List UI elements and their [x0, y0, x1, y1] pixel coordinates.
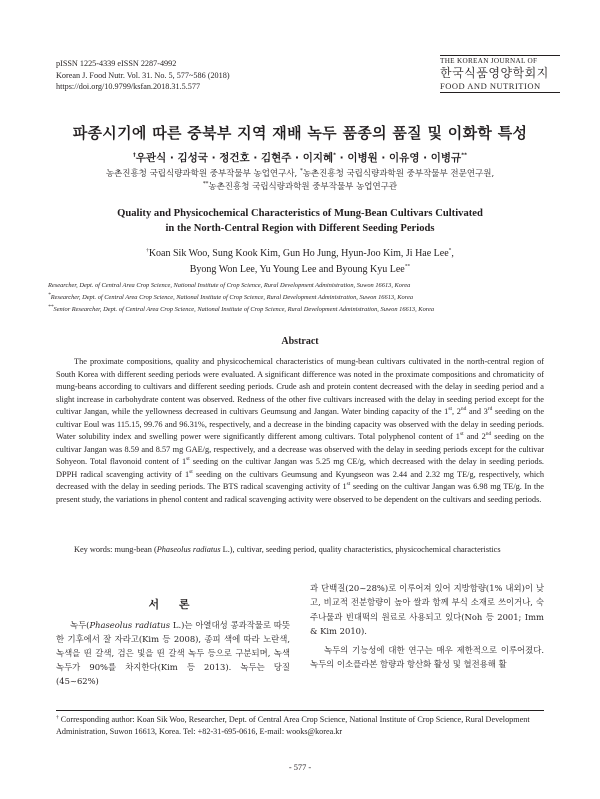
journal-rule-top	[440, 55, 560, 56]
affiliation-english-mark-2: *	[48, 291, 51, 298]
affiliation-english-2	[48, 291, 558, 302]
keywords-list: L.), cultivar, seeding period, quality characteristics, physicochemical characteristics	[220, 545, 501, 554]
intro-left-column	[56, 618, 290, 688]
citation-line: Korean J. Food Nutr. Vol. 31. No. 5, 577~586 (2018)	[56, 70, 230, 80]
footnote-dagger: †	[56, 714, 59, 721]
keywords-label: Key words: mung-bean (	[74, 545, 157, 554]
footnote-text: Corresponding author: Koan Sik Woo, Researcher, Dept. of Central Area Crop Science, National Institute of Crop Science, Rural Development Administration, Suwon 16613, Korea. Tel: +82-31-695-0616, E-mail: wooks@korea.kr	[56, 715, 530, 736]
author-mark-en-double: **	[404, 263, 411, 270]
abstract-text: The proximate compositions, quality and physicochemical characteristics of mung-bean cultivars cultivated in the north-central region of South Korea with different seeding periods were evaluated. A significant difference was noted in the proximate compositions and chromaticity of mung-beans according to cultivars and different seeding periods. Crude ash and protein content decreased with the delay in seeding period and a slight increase in carbohydrate content was observed. Redness of the other five cultivars increased with the delay in seeding period except for the cultivar Jangan, while the yellowness decreased in cultivars Geumsung and Jangan. Water binding capacity of the 1	[56, 357, 544, 416]
affiliation-mark-double: **	[202, 181, 209, 188]
affiliation-english-text-1: Researcher, Dept. of Central Area Crop Science, National Institute of Crop Science, Rural Development Administration, Suwon 16613, Korea	[48, 282, 411, 289]
intro-paragraph-2: 녹두의 기능성에 대한 연구는 매우 제한적으로 이루어졌다. 녹두의 이소플라본 함량과 항산화 활성 및 혈전용해 활	[310, 644, 544, 670]
affiliation-english-text-2: Researcher, Dept. of Central Area Crop Science, National Institute of Crop Science, Rural Development Administration, Suwon 16613, Korea	[50, 294, 414, 301]
ordinal-suffix: rd	[487, 406, 493, 413]
doi-link[interactable]: https://doi.org/10.9799/ksfan.2018.31.5.577	[56, 82, 201, 91]
abstract-text: seeding on the cultivar Jangan was 5.25 mg CE/g, which decreased with the delay in seeding periods. DPPH radical scavenging activity of 1	[56, 457, 544, 479]
affiliation-english-mark-3: **	[48, 303, 54, 310]
intro-text: 녹두(	[70, 620, 90, 630]
corresponding-author-footnote	[56, 714, 544, 737]
abstract-text: and 3	[466, 407, 488, 416]
title-english-line-2: in the North-Central Region with Different Seeding Periods	[165, 223, 435, 234]
author-dagger: †	[133, 152, 136, 159]
journal-name-korean: 한국식품영양학회지	[440, 66, 549, 80]
author-mark-double: **	[461, 152, 467, 159]
keywords	[56, 544, 544, 557]
intro-paragraph-1	[56, 618, 290, 688]
authors-english-line-1	[60, 246, 540, 262]
issn-line: pISSN 1225-4339 eISSN 2287-4992	[56, 59, 177, 68]
ordinal-suffix: st	[186, 456, 190, 463]
authors-english-names-2: Byong Won Lee, Yu Young Lee and Byoung Kyu Lee	[189, 263, 405, 275]
affiliation-english-3	[48, 303, 558, 314]
affiliation-korean-2	[0, 180, 600, 192]
affiliation-korean-rest-2: 농촌진흥청 국립식량과학원 중부작물부 농업연구관	[208, 182, 398, 192]
authors-english	[60, 246, 540, 277]
affiliation-korean-main: 농촌진흥청 국립식량과학원 중부작물부 농업연구사,	[105, 169, 300, 179]
authors-korean-names-2: · 이병원 · 이유영 · 이병규	[336, 152, 462, 164]
authors-korean	[0, 150, 600, 165]
keywords-species: Phaseolus radiatus	[156, 545, 221, 554]
ordinal-suffix: st	[459, 431, 464, 438]
abstract-body	[56, 356, 544, 506]
author-dagger-en: †	[146, 247, 149, 254]
abstract-text: seeding on the cultivar Jangan was 6.98 mg TE/g. In the present study, the variations in phenol content and radical scavenging activity were observed to be dependent on the cultivars and seeding periods.	[56, 482, 544, 504]
journal-rule-bottom	[440, 92, 560, 93]
authors-english-line-2	[60, 262, 540, 278]
intro-right-column	[310, 581, 544, 671]
page-number: - 577 -	[288, 763, 312, 772]
ordinal-suffix: st	[346, 481, 351, 488]
title-english-line-1: Quality and Physicochemical Characteristics of Mung-Bean Cultivars Cultivated	[117, 208, 483, 219]
ordinal-suffix: st	[189, 468, 193, 475]
authors-korean-names: 우관식 · 김성국 · 정건호 · 김현주 · 이지혜	[135, 152, 334, 164]
ordinal-suffix: nd	[460, 406, 467, 413]
intro-species: Phaseolus radiatus	[89, 620, 171, 630]
journal-masthead	[440, 57, 560, 91]
journal-citation-block	[56, 58, 230, 93]
author-mark-single: *	[333, 152, 337, 159]
authors-english-comma: ,	[451, 248, 454, 259]
introduction-heading: 서 론	[148, 598, 198, 611]
abstract-text: , 2	[452, 407, 461, 416]
journal-name-small: THE KOREAN JOURNAL OF	[440, 57, 538, 65]
title-english	[60, 206, 540, 236]
journal-name-english: FOOD AND NUTRITION	[440, 81, 541, 91]
abstract-text: seeding on the cultivar Eoul was 115.15, 99.76 and 96.31%, respectively, and a decrease in the binding capacity was observed with the delay in seeding periods. Water solubility index and swelling power were significantly different among cultivars. Total polyphenol content of 1	[56, 407, 545, 441]
intro-paragraph-continued: 과 단백질(20~28%)로 이루어져 있어 지방함량(1% 내외)이 낮고, 비교적 전분함량이 높아 쌀과 함께 부식 소재로 쓰이거나, 숙주나물과 빈대떡의 원료로 사용되고 있다(Noh 등 2001; Imm & Kim 2010).	[310, 583, 544, 637]
title-korean: 파종시기에 따른 중북부 지역 재배 녹두 품종의 품질 및 이화학 특성	[72, 124, 528, 142]
affiliation-korean-1	[0, 167, 600, 179]
author-mark-en: *	[448, 247, 452, 254]
affiliation-english-text-3: Senior Researcher, Dept. of Central Area Crop Science, National Institute of Crop Science, Rural Development Administration, Suwon 16613, Korea	[53, 306, 435, 313]
authors-english-names-1: Koan Sik Woo, Sung Kook Kim, Gun Ho Jung, Hyun-Joo Kim, Ji Hae Lee	[148, 248, 449, 259]
ordinal-suffix: st	[448, 406, 452, 413]
affiliation-mark: *	[299, 168, 303, 175]
affiliation-korean-rest: 농촌진흥청 국립식량과학원 중부작물부 전문연구원,	[302, 169, 495, 179]
ordinal-suffix: nd	[485, 431, 492, 438]
footnote-rule	[56, 710, 544, 711]
intro-text: L.)는 아열대성 콩과작물로 따뜻한 기후에서 잘 자라고(Kim 등 2008), 종피 색에 따라 노란색, 녹색을 띤 갈색, 검은 빛을 띤 갈색 녹두 등으로 구분되며, 녹색 녹두가 90%를 차지한다(Kim 등 2013). 녹두는 당질(45~62%)	[56, 620, 290, 686]
affiliation-english-1	[48, 282, 558, 290]
abstract-text: and 2	[463, 432, 486, 441]
abstract-heading: Abstract	[281, 336, 319, 347]
abstract-text: seeding on the cultivars Geumsung and Kyungseon was 2.44 and 2.32 mg TE/g, respectively, which decreased with the delay in seeding periods. The BTS radical scavenging activity of 1	[56, 469, 544, 491]
abstract-text: seeding on the cultivar Jangan was 8.59 and 8.57 mg GAE/g, respectively, and a decrease was observed with the delay in seeding periods except for the cultivar Sohyeon. Total flavonoid content of 1	[56, 432, 544, 466]
